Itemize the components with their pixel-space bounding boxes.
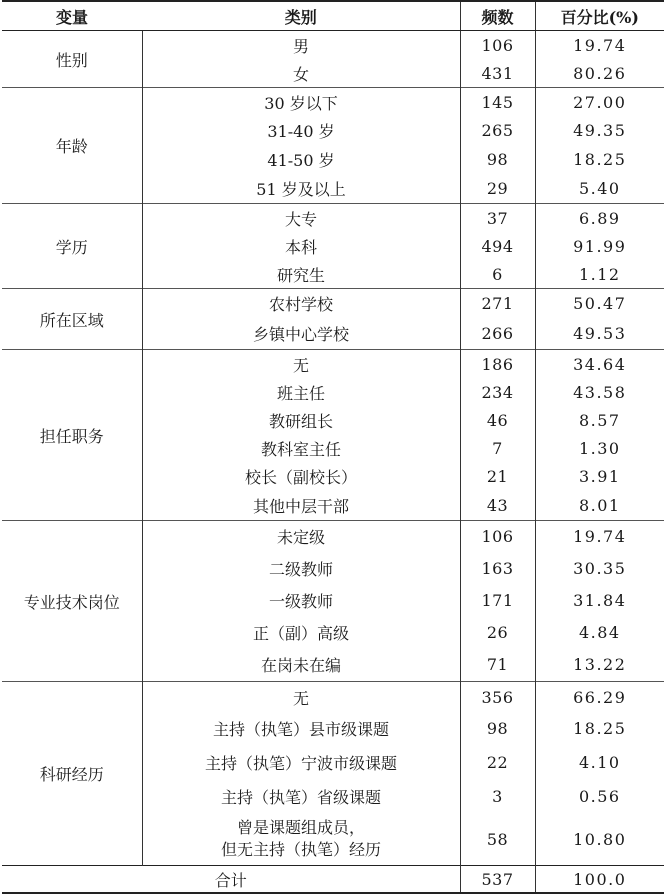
header-category: 类别 — [142, 1, 460, 31]
frequency-cell: 106 — [460, 521, 535, 553]
table-row — [2, 31, 664, 60]
percent-cell: 31.84 — [535, 584, 664, 616]
percent-cell: 10.80 — [535, 813, 664, 866]
percent-cell: 80.26 — [535, 59, 664, 88]
percent-cell: 18.25 — [535, 145, 664, 174]
category-cell: 其他中层干部 — [252, 496, 349, 516]
variable-education: 学历 — [2, 204, 142, 289]
category-cell: 主持（执笔）宁波市级课题 — [204, 753, 397, 773]
percent-cell: 13.22 — [535, 648, 664, 682]
header-variable: 变量 — [2, 1, 142, 31]
category-cell: 教研组长 — [268, 411, 333, 431]
percent-cell: 19.74 — [535, 521, 664, 553]
frequency-cell: 22 — [460, 745, 535, 779]
percent-cell: 34.64 — [535, 350, 664, 379]
frequency-cell: 494 — [460, 232, 535, 260]
percent-cell: 27.00 — [535, 88, 664, 117]
category-cell: 男 — [142, 31, 460, 60]
category-cell: 41-50 岁 — [267, 151, 335, 170]
frequency-cell: 26 — [460, 616, 535, 648]
total-row — [2, 866, 664, 894]
frequency-cell: 163 — [460, 552, 535, 584]
percent-cell: 4.84 — [535, 616, 664, 648]
category-cell: 31-40 岁 — [267, 122, 335, 141]
percent-cell: 49.53 — [535, 318, 664, 350]
percent-cell: 50.47 — [535, 289, 664, 319]
frequency-cell: 356 — [460, 682, 535, 713]
table-row — [2, 350, 664, 379]
category-cell: 主持（执笔）县市级课题 — [212, 720, 389, 739]
frequency-cell: 71 — [460, 648, 535, 682]
frequency-cell: 186 — [460, 350, 535, 379]
frequency-cell: 98 — [460, 712, 535, 745]
total-frequency: 537 — [460, 866, 535, 894]
variable-professional-rank: 专业技术岗位 — [2, 521, 142, 682]
category-cell: 正（副）高级 — [252, 623, 349, 643]
percent-cell: 8.01 — [535, 490, 664, 521]
total-label: 合计 — [2, 866, 460, 894]
frequency-cell: 43 — [460, 490, 535, 521]
percent-cell: 66.29 — [535, 682, 664, 713]
variable-position: 担任职务 — [2, 350, 142, 521]
frequency-cell: 98 — [460, 145, 535, 174]
category-cell: 二级教师 — [268, 559, 333, 579]
percent-cell: 0.56 — [535, 779, 664, 813]
category-cell: 无 — [142, 350, 460, 379]
category-cell-multiline — [142, 813, 460, 866]
percent-cell: 8.57 — [535, 406, 664, 434]
frequency-cell: 29 — [460, 174, 535, 204]
percent-cell: 43.58 — [535, 378, 664, 406]
variable-region: 所在区域 — [2, 289, 142, 350]
frequency-cell: 58 — [460, 813, 535, 866]
percent-cell: 91.99 — [535, 232, 664, 260]
category-cell: 校长（副校长） — [244, 467, 357, 487]
frequency-cell: 431 — [460, 59, 535, 88]
frequency-cell: 266 — [460, 318, 535, 350]
table-row — [2, 289, 664, 319]
category-line-2: 但无主持（执笔）经历 — [220, 840, 381, 859]
frequency-cell: 7 — [460, 434, 535, 462]
percent-cell: 49.35 — [535, 116, 664, 145]
category-cell: 未定级 — [142, 521, 460, 553]
variable-age: 年龄 — [2, 88, 142, 204]
category-cell: 女 — [292, 64, 309, 84]
category-cell: 无 — [142, 682, 460, 713]
table-row — [2, 204, 664, 233]
percent-cell: 19.74 — [535, 31, 664, 60]
category-cell: 51 岁及以上 — [256, 180, 346, 199]
category-line-1: 曾是课题组成员， — [236, 818, 365, 837]
category-cell: 本科 — [284, 237, 317, 257]
category-cell: 研究生 — [276, 265, 325, 285]
category-cell: 主持（执笔）省级课题 — [220, 787, 381, 807]
percent-cell: 18.25 — [535, 712, 664, 745]
table-row — [2, 682, 664, 713]
frequency-cell: 265 — [460, 116, 535, 145]
frequency-cell: 3 — [460, 779, 535, 813]
percent-cell: 30.35 — [535, 552, 664, 584]
frequency-cell: 145 — [460, 88, 535, 117]
percent-cell: 3.91 — [535, 462, 664, 490]
percent-cell: 5.40 — [535, 174, 664, 204]
category-cell: 一级教师 — [268, 591, 333, 611]
frequency-cell: 46 — [460, 406, 535, 434]
frequency-cell: 271 — [460, 289, 535, 319]
frequency-cell: 234 — [460, 378, 535, 406]
frequency-cell: 37 — [460, 204, 535, 233]
table-row — [2, 521, 664, 553]
category-cell: 农村学校 — [142, 289, 460, 319]
variable-research-experience: 科研经历 — [2, 682, 142, 866]
header-frequency: 频数 — [460, 1, 535, 31]
frequency-cell: 171 — [460, 584, 535, 616]
header-row — [2, 1, 664, 31]
category-cell: 在岗未在编 — [260, 656, 341, 675]
frequency-cell: 21 — [460, 462, 535, 490]
category-cell: 30 岁以下 — [142, 88, 460, 117]
category-cell: 班主任 — [276, 383, 325, 403]
category-cell: 乡镇中心学校 — [252, 325, 349, 344]
table-body — [2, 31, 664, 894]
demographics-table — [2, 0, 664, 894]
table-row — [2, 88, 664, 117]
frequency-cell: 6 — [460, 260, 535, 289]
percent-cell: 1.30 — [535, 434, 664, 462]
total-percent: 100.0 — [535, 866, 664, 894]
percent-cell: 6.89 — [535, 204, 664, 233]
category-cell: 大专 — [142, 204, 460, 233]
frequency-cell: 106 — [460, 31, 535, 60]
category-cell: 教科室主任 — [260, 439, 341, 459]
percent-cell: 4.10 — [535, 745, 664, 779]
header-percent: 百分比(%) — [535, 1, 664, 31]
variable-gender: 性别 — [2, 31, 142, 88]
percent-cell: 1.12 — [535, 260, 664, 289]
